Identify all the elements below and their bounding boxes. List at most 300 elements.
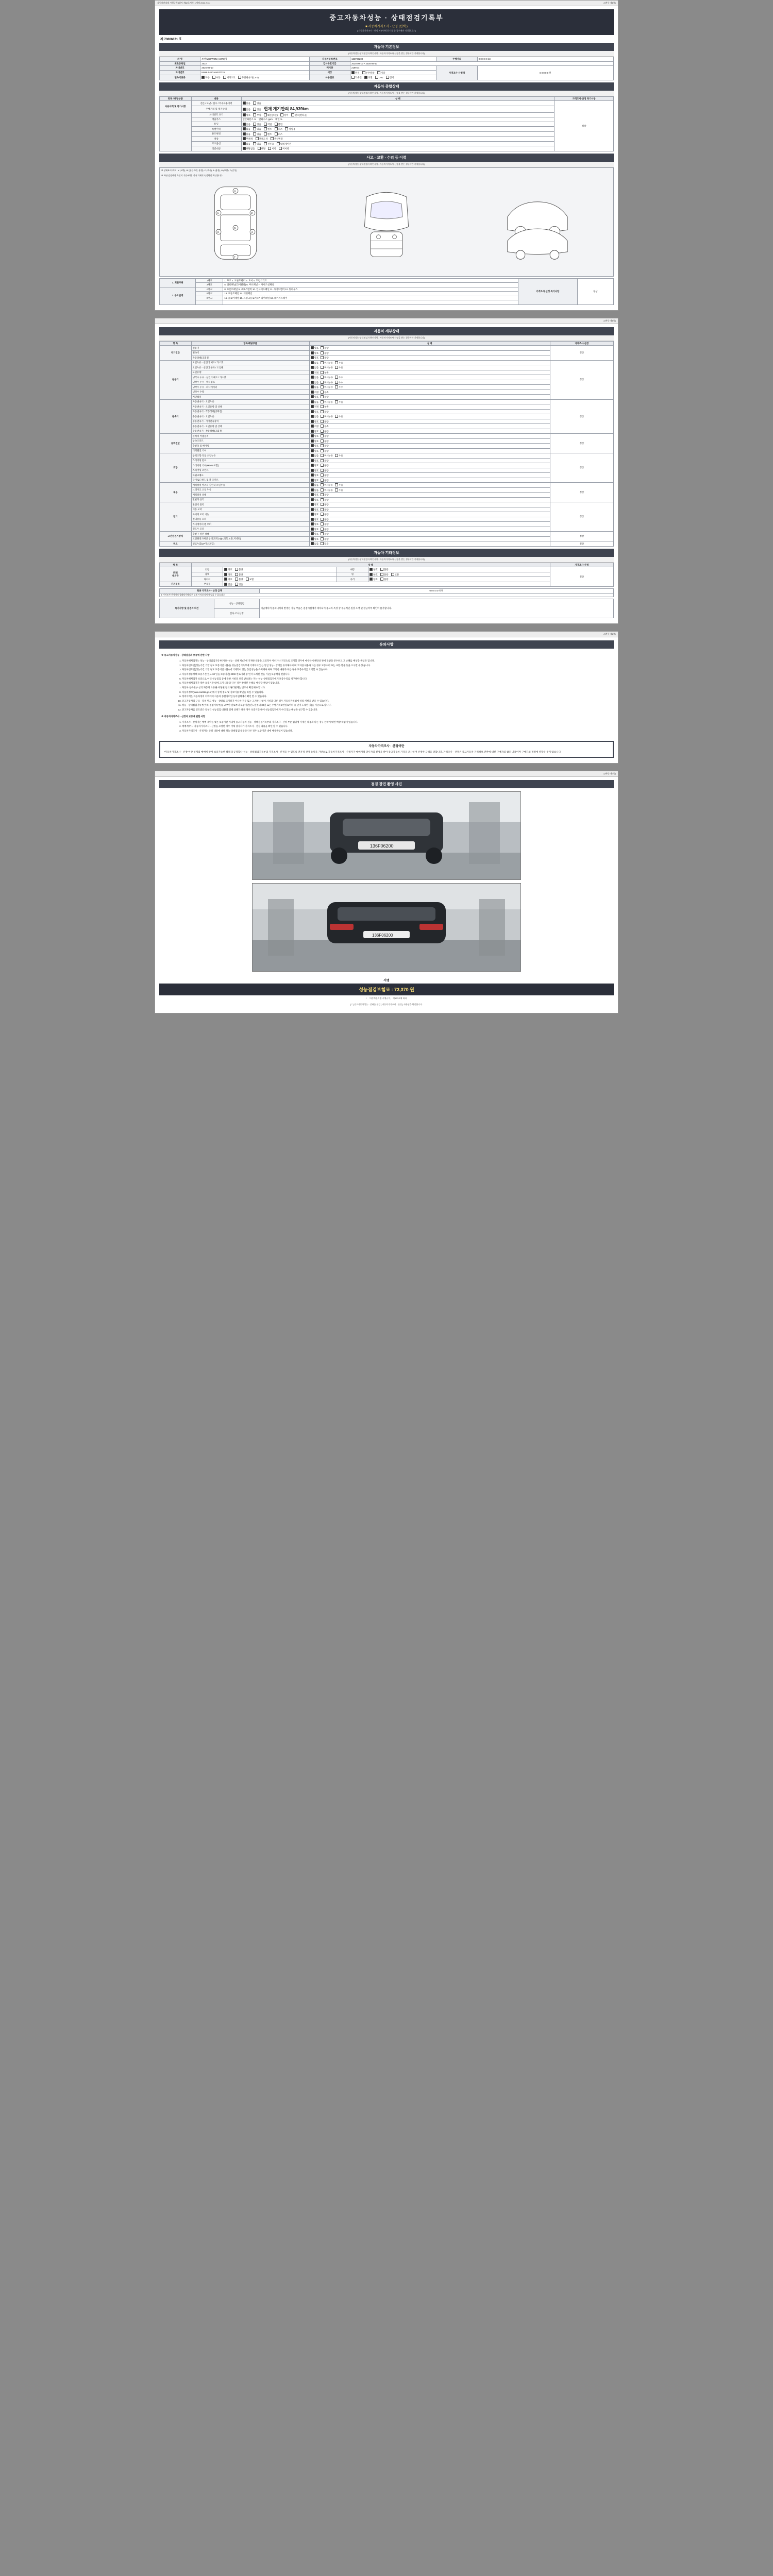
other-0-opt-0[interactable]: 양호: [224, 568, 232, 571]
detail-option-1-6-0[interactable]: [311, 391, 318, 394]
color-option-2[interactable]: 기타: [377, 71, 385, 75]
checkbox-icon[interactable]: [311, 415, 314, 418]
checkbox-icon[interactable]: [362, 71, 365, 74]
overall-9-opt-0[interactable]: 해당없음: [243, 147, 255, 150]
checkbox-icon[interactable]: [311, 483, 314, 486]
checkbox-icon[interactable]: [391, 573, 394, 576]
checkbox-icon[interactable]: [321, 537, 324, 540]
checkbox-icon[interactable]: [253, 101, 256, 105]
checkbox-icon[interactable]: [243, 147, 246, 150]
checkbox-icon[interactable]: [311, 498, 314, 501]
detail-option-6-1-0[interactable]: [311, 508, 318, 512]
overall-2-opt-3[interactable]: 상이: [280, 113, 288, 117]
checkbox-icon[interactable]: [321, 518, 324, 521]
detail-option-1-5-0[interactable]: [311, 385, 318, 389]
transmission-option-3[interactable]: 무단변속기(CVT): [238, 76, 259, 79]
detail-option-5-1-0[interactable]: [311, 488, 318, 492]
overall-4-opt-3[interactable]: 불법: [275, 123, 282, 126]
overall-5-opt-2[interactable]: 렌트: [264, 127, 272, 131]
detail-option-5-0-0[interactable]: [311, 483, 318, 487]
overall-7-opt-0[interactable]: 무채색: [243, 137, 253, 141]
checkbox-icon[interactable]: [321, 464, 324, 467]
checkbox-icon[interactable]: [311, 385, 314, 388]
detail-option-7-0-0[interactable]: [311, 532, 318, 536]
checkbox-icon[interactable]: [335, 400, 338, 403]
detail-option-2-4-1[interactable]: [321, 420, 328, 423]
checkbox-icon[interactable]: [311, 469, 314, 472]
detail-option-4-1-0[interactable]: [311, 459, 318, 463]
other-2-opt-0[interactable]: 양호: [224, 578, 232, 581]
checkbox-icon[interactable]: [321, 493, 324, 496]
fuel-option-2[interactable]: LPG: [375, 76, 383, 79]
detail-option-6-3-0[interactable]: [311, 518, 318, 521]
detail-option-5-1-2[interactable]: [335, 488, 343, 492]
detail-option-3-2-0[interactable]: [311, 444, 318, 448]
checkbox-icon[interactable]: [351, 76, 355, 79]
overall-8-opt-0[interactable]: 없음: [243, 142, 250, 146]
detail-option-5-0-1[interactable]: [321, 483, 333, 487]
checkbox-icon[interactable]: [253, 113, 256, 116]
photo-front-lift[interactable]: [252, 791, 521, 880]
other-0b-opt-0[interactable]: 양호: [369, 568, 377, 571]
checkbox-icon[interactable]: [321, 425, 324, 428]
detail-option-5-2-0[interactable]: [311, 493, 318, 497]
checkbox-icon[interactable]: [253, 123, 256, 126]
checkbox-icon[interactable]: [311, 405, 314, 408]
detail-option-5-2-1[interactable]: [321, 493, 328, 497]
checkbox-icon[interactable]: [311, 454, 314, 457]
checkbox-icon[interactable]: [264, 123, 267, 126]
detail-option-2-1-1[interactable]: [321, 405, 328, 409]
detail-option-1-4-1[interactable]: [321, 381, 333, 384]
checkbox-icon[interactable]: [311, 479, 314, 482]
detail-option-4-0-1[interactable]: [321, 454, 333, 457]
detail-option-2-3-1[interactable]: [321, 415, 333, 418]
checkbox-icon[interactable]: [311, 351, 314, 354]
checkbox-icon[interactable]: [321, 385, 324, 388]
checkbox-icon[interactable]: [369, 578, 373, 581]
checkbox-icon[interactable]: [243, 123, 246, 126]
checkbox-icon[interactable]: [243, 137, 246, 140]
checkbox-icon[interactable]: [279, 147, 282, 150]
checkbox-icon[interactable]: [311, 366, 314, 369]
checkbox-icon[interactable]: [243, 142, 246, 145]
checkbox-icon[interactable]: [321, 522, 324, 526]
overall-1-opt-0[interactable]: 없음: [243, 108, 250, 111]
overall-6-opt-0[interactable]: 없음: [243, 132, 250, 136]
checkbox-icon[interactable]: [321, 542, 324, 545]
detail-option-6-5-0[interactable]: [311, 528, 318, 531]
checkbox-icon[interactable]: [321, 503, 324, 506]
checkbox-icon[interactable]: [223, 76, 226, 79]
checkbox-icon[interactable]: [321, 513, 324, 516]
detail-option-1-0-0[interactable]: [311, 361, 318, 365]
detail-option-2-2-1[interactable]: [321, 410, 328, 414]
detail-option-4-3-1[interactable]: [321, 469, 328, 472]
other-2b-opt-0[interactable]: 양호: [369, 578, 377, 581]
checkbox-icon[interactable]: [253, 108, 256, 111]
other-1-opt-0[interactable]: 양호: [224, 573, 232, 577]
detail-option-2-2-0[interactable]: [311, 410, 318, 414]
checkbox-icon[interactable]: [201, 76, 205, 79]
photo-rear-lift[interactable]: [252, 883, 521, 972]
checkbox-icon[interactable]: [311, 400, 314, 403]
checkbox-icon[interactable]: [386, 76, 389, 79]
checkbox-icon[interactable]: [238, 76, 241, 79]
detail-option-7-1-0[interactable]: [311, 537, 318, 541]
overall-8-opt-2[interactable]: 선루프: [264, 142, 274, 146]
detail-option-6-4-1[interactable]: [321, 522, 328, 526]
detail-option-0-1-1[interactable]: [321, 351, 328, 355]
checkbox-icon[interactable]: [335, 381, 338, 384]
checkbox-icon[interactable]: [321, 381, 324, 384]
checkbox-icon[interactable]: [369, 568, 373, 571]
detail-option-1-5-2[interactable]: [335, 385, 343, 389]
detail-option-4-2-0[interactable]: [311, 464, 318, 467]
checkbox-icon[interactable]: [256, 137, 259, 140]
other-1b-opt-0[interactable]: 양호: [369, 573, 377, 577]
other-3-opt-0[interactable]: 없음: [224, 583, 232, 586]
checkbox-icon[interactable]: [291, 113, 294, 116]
detail-option-2-5-0[interactable]: [311, 425, 318, 428]
checkbox-icon[interactable]: [335, 385, 338, 388]
other-2-opt-1[interactable]: 불량: [235, 578, 243, 581]
overall-2-opt-4[interactable]: 변조(변타공): [291, 113, 307, 117]
detail-option-2-4-0[interactable]: [311, 420, 318, 423]
checkbox-icon[interactable]: [311, 508, 314, 511]
checkbox-icon[interactable]: [264, 127, 267, 130]
detail-option-4-3-0[interactable]: [311, 469, 318, 472]
checkbox-icon[interactable]: [335, 454, 338, 457]
detail-option-6-5-1[interactable]: [321, 528, 328, 531]
checkbox-icon[interactable]: [311, 346, 314, 349]
detail-option-5-3-0[interactable]: [311, 498, 318, 502]
checkbox-icon[interactable]: [311, 522, 314, 526]
detail-option-8-0-1[interactable]: [321, 542, 328, 546]
overall-6-opt-1[interactable]: 있음: [253, 132, 261, 136]
detail-option-2-0-0[interactable]: [311, 400, 318, 404]
checkbox-icon[interactable]: [321, 371, 324, 374]
detail-option-0-0-0[interactable]: [311, 346, 318, 350]
detail-option-1-0-2[interactable]: [335, 361, 343, 365]
checkbox-icon[interactable]: [364, 76, 367, 79]
detail-option-4-5-1[interactable]: [321, 479, 328, 482]
overall-4-opt-1[interactable]: 있음: [253, 123, 261, 126]
checkbox-icon[interactable]: [243, 101, 246, 105]
checkbox-icon[interactable]: [311, 493, 314, 496]
overall-6-opt-3[interactable]: 리스: [275, 132, 282, 136]
checkbox-icon[interactable]: [311, 513, 314, 516]
checkbox-icon[interactable]: [277, 142, 280, 145]
other-2b-opt-1[interactable]: 불량: [380, 578, 388, 581]
checkbox-icon[interactable]: [271, 137, 274, 140]
checkbox-icon[interactable]: [335, 366, 338, 369]
detail-option-0-2-1[interactable]: [321, 356, 328, 360]
overall-2-opt-1[interactable]: 부식: [253, 113, 261, 117]
overall-4-opt-2[interactable]: 적법: [264, 123, 272, 126]
checkbox-icon[interactable]: [275, 132, 278, 135]
checkbox-icon[interactable]: [335, 483, 338, 486]
detail-option-4-4-1[interactable]: [321, 473, 328, 477]
detail-option-2-6-1[interactable]: [321, 430, 328, 433]
checkbox-icon[interactable]: [321, 498, 324, 501]
checkbox-icon[interactable]: [321, 415, 324, 418]
checkbox-icon[interactable]: [264, 113, 267, 116]
checkbox-icon[interactable]: [321, 434, 324, 437]
detail-option-1-2-1[interactable]: [321, 371, 328, 375]
checkbox-icon[interactable]: [321, 351, 324, 354]
detail-option-3-3-1[interactable]: [321, 449, 328, 453]
checkbox-icon[interactable]: [311, 537, 314, 540]
detail-option-1-1-0[interactable]: [311, 366, 318, 369]
overall-4-opt-0[interactable]: 없음: [243, 123, 250, 126]
checkbox-icon[interactable]: [253, 142, 256, 145]
checkbox-icon[interactable]: [311, 503, 314, 506]
detail-option-2-3-2[interactable]: [335, 415, 343, 418]
fuel-option-1[interactable]: 디젤: [364, 76, 372, 79]
checkbox-icon[interactable]: [243, 127, 246, 130]
detail-option-1-2-0[interactable]: [311, 371, 318, 375]
checkbox-icon[interactable]: [321, 420, 324, 423]
overall-5-opt-0[interactable]: 없음: [243, 127, 250, 131]
checkbox-icon[interactable]: [258, 147, 261, 150]
checkbox-icon[interactable]: [311, 518, 314, 521]
other-0b-opt-1[interactable]: 불량: [380, 568, 388, 571]
detail-option-2-1-0[interactable]: [311, 405, 318, 409]
detail-option-1-3-2[interactable]: [335, 376, 343, 379]
overall-6-opt-2[interactable]: 렌트: [264, 132, 272, 136]
checkbox-icon[interactable]: [311, 391, 314, 394]
checkbox-icon[interactable]: [243, 108, 246, 111]
checkbox-icon[interactable]: [321, 430, 324, 433]
detail-option-3-3-0[interactable]: [311, 449, 318, 453]
other-1b-opt-2[interactable]: 교환: [391, 573, 399, 577]
checkbox-icon[interactable]: [321, 346, 324, 349]
checkbox-icon[interactable]: [351, 71, 355, 74]
checkbox-icon[interactable]: [335, 415, 338, 418]
overall-0-opt-1[interactable]: 있음: [253, 101, 261, 105]
checkbox-icon[interactable]: [224, 578, 227, 581]
detail-option-1-7-0[interactable]: [311, 395, 318, 399]
checkbox-icon[interactable]: [369, 573, 373, 576]
checkbox-icon[interactable]: [335, 376, 338, 379]
detail-option-0-1-0[interactable]: [311, 351, 318, 355]
checkbox-icon[interactable]: [321, 444, 324, 447]
checkbox-icon[interactable]: [321, 361, 324, 364]
detail-option-2-6-0[interactable]: [311, 430, 318, 433]
overall-9-opt-3[interactable]: 미이행: [279, 147, 289, 150]
checkbox-icon[interactable]: [235, 573, 238, 576]
overall-8-opt-1[interactable]: 있음: [253, 142, 261, 146]
detail-option-3-2-1[interactable]: [321, 444, 328, 448]
detail-option-1-5-1[interactable]: [321, 385, 333, 389]
checkbox-icon[interactable]: [321, 356, 324, 359]
checkbox-icon[interactable]: [311, 459, 314, 462]
detail-option-2-0-1[interactable]: [321, 400, 333, 404]
color-option-0[interactable]: 원색: [351, 71, 359, 75]
checkbox-icon[interactable]: [246, 578, 249, 581]
detail-option-6-0-0[interactable]: [311, 503, 318, 506]
other-1-opt-1[interactable]: 불량: [235, 573, 243, 577]
overall-7-opt-2[interactable]: 색상변경: [271, 137, 283, 141]
detail-option-0-2-0[interactable]: [311, 356, 318, 360]
checkbox-icon[interactable]: [321, 376, 324, 379]
detail-option-2-0-2[interactable]: [335, 400, 343, 404]
checkbox-icon[interactable]: [321, 469, 324, 472]
fuel-option-3[interactable]: 전기: [386, 76, 394, 79]
detail-option-1-0-1[interactable]: [321, 361, 333, 365]
color-option-1[interactable]: 투톤칼라: [362, 71, 375, 75]
other-0-opt-1[interactable]: 불량: [235, 568, 243, 571]
checkbox-icon[interactable]: [321, 366, 324, 369]
transmission-option-2[interactable]: 세미오토: [223, 76, 236, 79]
detail-option-6-2-1[interactable]: [321, 513, 328, 516]
detail-option-4-2-1[interactable]: [321, 464, 328, 467]
detail-option-8-0-0[interactable]: [311, 542, 318, 546]
detail-option-5-1-1[interactable]: [321, 488, 333, 492]
checkbox-icon[interactable]: [321, 508, 324, 511]
checkbox-icon[interactable]: [311, 410, 314, 413]
checkbox-icon[interactable]: [224, 573, 227, 576]
detail-option-1-1-2[interactable]: [335, 366, 343, 369]
detail-option-4-0-2[interactable]: [335, 454, 343, 457]
detail-option-6-0-1[interactable]: [321, 503, 328, 506]
checkbox-icon[interactable]: [311, 430, 314, 433]
fuel-option-0[interactable]: 가솔린: [351, 76, 362, 79]
detail-option-3-0-0[interactable]: [311, 434, 318, 438]
checkbox-icon[interactable]: [335, 488, 338, 492]
checkbox-icon[interactable]: [380, 573, 383, 576]
overall-2-opt-0[interactable]: 양호: [243, 113, 250, 117]
checkbox-icon[interactable]: [311, 425, 314, 428]
overall-8-opt-3[interactable]: 내비게이션: [277, 142, 291, 146]
checkbox-icon[interactable]: [321, 391, 324, 394]
detail-option-6-1-1[interactable]: [321, 508, 328, 512]
checkbox-icon[interactable]: [311, 488, 314, 492]
checkbox-icon[interactable]: [243, 113, 246, 116]
checkbox-icon[interactable]: [335, 361, 338, 364]
checkbox-icon[interactable]: [321, 439, 324, 443]
overall-5-opt-4[interactable]: 영업용: [285, 127, 295, 131]
checkbox-icon[interactable]: [285, 127, 288, 130]
checkbox-icon[interactable]: [321, 454, 324, 457]
transmission-option-1[interactable]: 수동: [212, 76, 220, 79]
detail-option-1-3-0[interactable]: [311, 376, 318, 379]
checkbox-icon[interactable]: [275, 127, 278, 130]
checkbox-icon[interactable]: [321, 449, 324, 452]
detail-option-2-3-0[interactable]: [311, 415, 318, 418]
detail-option-1-4-2[interactable]: [335, 381, 343, 384]
checkbox-icon[interactable]: [311, 395, 314, 398]
checkbox-icon[interactable]: [377, 71, 380, 74]
overall-1-opt-1[interactable]: 있음: [253, 108, 261, 111]
checkbox-icon[interactable]: [235, 578, 238, 581]
checkbox-icon[interactable]: [212, 76, 215, 79]
checkbox-icon[interactable]: [321, 532, 324, 535]
checkbox-icon[interactable]: [321, 479, 324, 482]
checkbox-icon[interactable]: [235, 583, 238, 586]
checkbox-icon[interactable]: [311, 356, 314, 359]
checkbox-icon[interactable]: [311, 473, 314, 477]
checkbox-icon[interactable]: [311, 420, 314, 423]
detail-option-5-0-2[interactable]: [335, 483, 343, 487]
checkbox-icon[interactable]: [311, 449, 314, 452]
checkbox-icon[interactable]: [253, 127, 256, 130]
checkbox-icon[interactable]: [321, 395, 324, 398]
detail-option-1-4-0[interactable]: [311, 381, 318, 384]
checkbox-icon[interactable]: [311, 434, 314, 437]
checkbox-icon[interactable]: [321, 483, 324, 486]
detail-option-4-4-0[interactable]: [311, 473, 318, 477]
checkbox-icon[interactable]: [321, 400, 324, 403]
checkbox-icon[interactable]: [321, 488, 324, 492]
checkbox-icon[interactable]: [280, 113, 283, 116]
checkbox-icon[interactable]: [311, 361, 314, 364]
checkbox-icon[interactable]: [264, 142, 267, 145]
detail-option-2-5-1[interactable]: [321, 425, 328, 428]
detail-option-6-2-0[interactable]: [311, 513, 318, 516]
checkbox-icon[interactable]: [311, 542, 314, 545]
detail-option-1-6-1[interactable]: [321, 391, 328, 394]
overall-2-opt-2[interactable]: 훼손(오손): [264, 113, 278, 117]
checkbox-icon[interactable]: [275, 123, 278, 126]
other-3-opt-1[interactable]: 있음: [235, 583, 243, 586]
other-1b-opt-1[interactable]: 불량: [380, 573, 388, 577]
checkbox-icon[interactable]: [311, 464, 314, 467]
checkbox-icon[interactable]: [311, 381, 314, 384]
other-2-opt-2[interactable]: 교환: [246, 578, 254, 581]
checkbox-icon[interactable]: [311, 532, 314, 535]
overall-7-opt-1[interactable]: 전체도색: [256, 137, 268, 141]
overall-5-opt-1[interactable]: 있음: [253, 127, 261, 131]
detail-option-0-0-1[interactable]: [321, 346, 328, 350]
detail-option-4-5-0[interactable]: [311, 479, 318, 482]
overall-0-opt-0[interactable]: 없음: [243, 101, 250, 105]
detail-option-3-1-0[interactable]: [311, 439, 318, 443]
checkbox-icon[interactable]: [375, 76, 378, 79]
detail-option-4-1-1[interactable]: [321, 459, 328, 463]
checkbox-icon[interactable]: [253, 132, 256, 135]
overall-5-opt-3[interactable]: 리스: [275, 127, 282, 131]
checkbox-icon[interactable]: [235, 568, 238, 571]
detail-option-4-0-0[interactable]: [311, 454, 318, 457]
detail-option-6-3-1[interactable]: [321, 518, 328, 521]
overall-9-opt-1[interactable]: 해당: [258, 147, 265, 150]
checkbox-icon[interactable]: [380, 578, 383, 581]
checkbox-icon[interactable]: [311, 376, 314, 379]
checkbox-icon[interactable]: [264, 132, 267, 135]
checkbox-icon[interactable]: [224, 568, 227, 571]
transmission-option-0[interactable]: 자동: [201, 76, 209, 79]
checkbox-icon[interactable]: [268, 147, 271, 150]
detail-option-5-3-1[interactable]: [321, 498, 328, 502]
checkbox-icon[interactable]: [224, 583, 227, 586]
checkbox-icon[interactable]: [311, 371, 314, 374]
overall-9-opt-2[interactable]: 이행: [268, 147, 276, 150]
checkbox-icon[interactable]: [243, 132, 246, 135]
checkbox-icon[interactable]: [380, 568, 383, 571]
checkbox-icon[interactable]: [321, 405, 324, 408]
detail-option-1-1-1[interactable]: [321, 366, 333, 369]
checkbox-icon[interactable]: [321, 410, 324, 413]
detail-option-3-0-1[interactable]: [321, 434, 328, 438]
checkbox-icon[interactable]: [311, 444, 314, 447]
detail-option-1-3-1[interactable]: [321, 376, 333, 379]
checkbox-icon[interactable]: [321, 459, 324, 462]
detail-option-7-1-1[interactable]: [321, 537, 328, 541]
detail-option-7-0-1[interactable]: [321, 532, 328, 536]
checkbox-icon[interactable]: [311, 528, 314, 531]
